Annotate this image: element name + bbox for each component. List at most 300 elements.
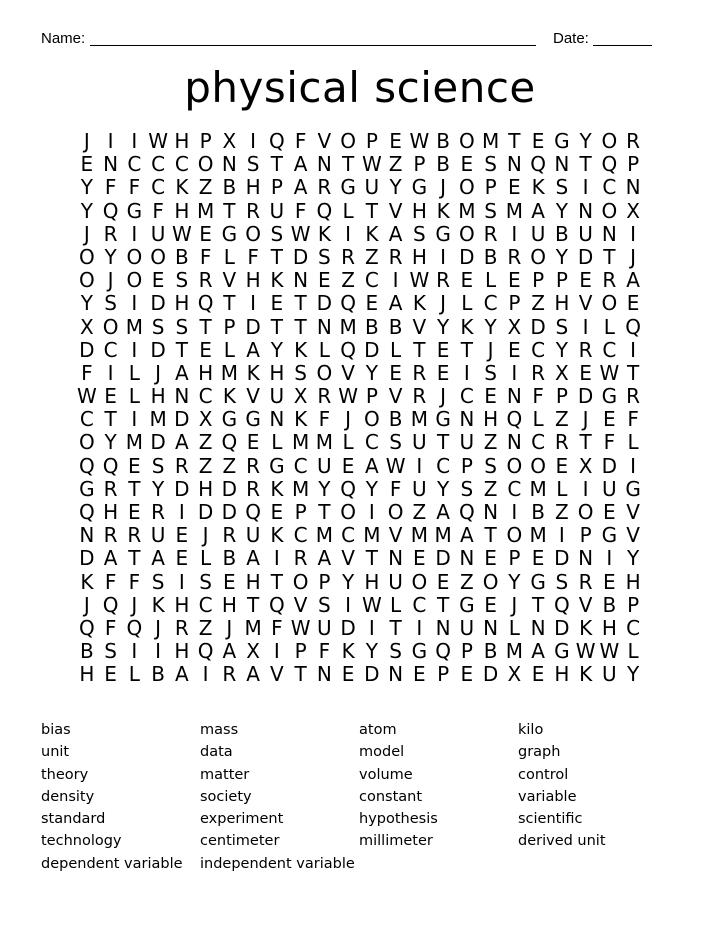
grid-letter: P (484, 175, 497, 200)
grid-letter: R (174, 615, 189, 640)
grid-letter: G (554, 129, 570, 153)
grid-letter: L (200, 546, 212, 571)
word-list-item: millimeter (359, 833, 433, 850)
grid-letter: Q (102, 592, 119, 617)
grid-letter: E (270, 291, 284, 316)
grid-letter: I (131, 337, 138, 362)
grid-letter: H (554, 291, 570, 316)
word-list-item: technology (41, 833, 122, 850)
grid-row (75, 153, 645, 176)
word-list-item: centimeter (200, 833, 280, 850)
grid-letter: L (271, 430, 283, 455)
grid-letter: P (199, 129, 212, 153)
grid-letter: M (410, 523, 428, 548)
grid-letter: V (578, 592, 593, 617)
grid-letter: X (293, 384, 308, 409)
grid-letter: V (578, 291, 593, 316)
grid-letter: F (603, 430, 616, 455)
grid-letter: J (155, 360, 162, 385)
grid-letter: M (220, 360, 238, 385)
grid-letter: X (507, 662, 522, 687)
grid-letter: I (250, 129, 257, 153)
grid-letter: D (577, 244, 594, 269)
grid-letter: F (104, 175, 117, 200)
grid-letter: T (603, 244, 616, 269)
grid-letter: X (555, 360, 569, 385)
grid-letter: N (554, 152, 570, 177)
grid-letter: D (364, 337, 380, 362)
grid-letter: A (175, 662, 189, 687)
grid-letter: K (317, 221, 331, 246)
word-list-item: experiment (200, 811, 284, 828)
grid-letter: H (150, 384, 166, 409)
grid-letter: L (603, 314, 615, 339)
grid-row (75, 408, 645, 431)
grid-row (75, 385, 645, 408)
grid-letter: N (530, 615, 546, 640)
grid-letter: A (293, 175, 308, 200)
grid-letter: I (131, 221, 138, 246)
grid-letter: L (508, 615, 520, 640)
grid-row (75, 640, 645, 663)
grid-letter: Q (340, 476, 356, 501)
grid-letter: Z (412, 500, 427, 524)
grid-letter: I (440, 244, 447, 269)
grid-letter: G (435, 221, 451, 246)
grid-letter: C (364, 430, 379, 455)
grid-letter: P (508, 291, 521, 316)
grid-letter: M (410, 407, 428, 432)
grid-letter: B (151, 662, 165, 687)
grid-letter: X (222, 129, 237, 153)
grid-letter: A (175, 360, 189, 385)
grid-letter: N (103, 152, 119, 177)
grid-row (75, 524, 645, 547)
grid-letter: O (601, 129, 618, 153)
grid-letter: Y (579, 129, 592, 153)
grid-letter: D (459, 244, 475, 269)
grid-letter: Z (198, 615, 213, 640)
grid-letter: Y (104, 244, 117, 269)
grid-letter: R (554, 430, 569, 455)
grid-letter: I (273, 639, 280, 664)
grid-letter: I (345, 221, 352, 246)
grid-letter: Q (530, 152, 546, 177)
grid-letter: D (150, 291, 166, 316)
grid-letter: X (198, 407, 213, 432)
grid-letter: Q (79, 615, 95, 640)
grid-letter: J (226, 615, 233, 640)
grid-letter: E (508, 337, 521, 362)
grid-letter: O (197, 152, 214, 177)
grid-letter: O (459, 129, 475, 153)
grid-letter: E (579, 360, 592, 385)
grid-letter: H (364, 569, 380, 594)
grid-letter: E (389, 360, 402, 385)
grid-letter: R (507, 244, 522, 269)
grid-letter: H (554, 662, 570, 687)
word-list-item: variable (518, 788, 577, 805)
grid-letter: H (174, 592, 190, 617)
grid-letter: W (599, 360, 620, 385)
grid-letter: R (388, 244, 403, 269)
grid-letter: V (317, 129, 332, 153)
grid-letter: Q (506, 407, 523, 432)
grid-letter: T (270, 152, 283, 177)
grid-letter: L (627, 430, 639, 455)
grid-letter: V (341, 546, 355, 571)
grid-letter: S (484, 453, 497, 478)
grid-letter: P (555, 384, 568, 409)
grid-letter: P (318, 569, 331, 594)
grid-letter: C (626, 615, 641, 640)
grid-letter: J (440, 291, 447, 316)
grid-letter: S (294, 360, 307, 385)
grid-letter: G (79, 476, 95, 501)
grid-letter: Q (197, 291, 214, 316)
word-list (41, 719, 681, 879)
grid-letter: K (175, 175, 189, 200)
grid-letter: J (83, 592, 90, 617)
grid-letter: S (104, 639, 117, 664)
grid-letter: G (625, 476, 641, 501)
grid-letter: I (178, 500, 185, 524)
grid-letter: Q (197, 639, 214, 664)
grid-letter: D (174, 476, 190, 501)
grid-letter: W (148, 129, 169, 153)
grid-letter: E (389, 129, 402, 153)
grid-letter: O (601, 291, 618, 316)
grid-letter: D (174, 407, 190, 432)
grid-letter: I (131, 129, 138, 153)
grid-letter: B (436, 129, 450, 153)
grid-letter: J (487, 337, 494, 362)
grid-letter: O (601, 198, 618, 223)
grid-letter: D (150, 430, 166, 455)
grid-letter: E (104, 384, 117, 409)
grid-letter: Z (222, 453, 237, 478)
grid-letter: T (128, 546, 141, 571)
grid-letter: Z (198, 430, 213, 455)
grid-letter: E (341, 453, 355, 478)
grid-letter: R (198, 268, 213, 293)
grid-letter: D (577, 384, 594, 409)
grid-letter: U (412, 476, 427, 501)
grid-letter: I (250, 291, 257, 316)
grid-row (75, 316, 645, 339)
grid-letter: A (317, 546, 332, 571)
word-list-item: matter (200, 766, 250, 783)
grid-letter: N (316, 662, 332, 687)
grid-letter: M (291, 476, 310, 501)
grid-letter: M (315, 430, 333, 455)
grid-letter: Z (388, 152, 403, 177)
grid-letter: O (340, 129, 356, 153)
grid-letter: T (270, 569, 283, 594)
grid-letter: H (198, 476, 214, 501)
grid-letter: O (482, 569, 499, 594)
grid-letter: M (505, 198, 523, 223)
grid-letter: R (483, 221, 498, 246)
grid-letter: H (411, 198, 427, 223)
grid-letter: Q (269, 129, 285, 153)
grid-letter: E (151, 268, 165, 293)
grid-letter: B (436, 152, 450, 177)
grid-letter: P (437, 662, 450, 687)
word-list-item: density (41, 788, 95, 805)
grid-row (75, 269, 645, 292)
grid-letter: M (481, 129, 500, 153)
grid-letter: P (294, 500, 307, 524)
grid-letter: E (460, 152, 474, 177)
grid-letter: S (318, 592, 331, 617)
grid-letter: T (342, 152, 355, 177)
grid-letter: R (246, 198, 261, 223)
grid-letter: Q (79, 453, 95, 478)
grid-letter: V (270, 662, 284, 687)
grid-letter: H (245, 268, 261, 293)
grid-letter: R (103, 523, 118, 548)
grid-letter: X (578, 453, 593, 478)
grid-letter: T (128, 476, 141, 501)
grid-letter: A (436, 500, 450, 524)
word-list-column (200, 719, 360, 875)
grid-letter: E (80, 152, 94, 177)
grid-letter: S (175, 268, 189, 293)
grid-letter: Z (365, 244, 379, 269)
grid-letter: Q (340, 291, 356, 316)
grid-letter: N (174, 384, 190, 409)
grid-letter: M (125, 430, 143, 455)
grid-row (75, 571, 645, 594)
grid-letter: T (199, 314, 212, 339)
grid-letter: Y (627, 546, 640, 571)
grid-letter: Q (245, 500, 261, 524)
grid-letter: K (436, 198, 450, 223)
grid-letter: L (342, 430, 354, 455)
word-list-item: atom (359, 722, 397, 738)
word-list-item: bias (41, 722, 71, 738)
grid-letter: E (460, 268, 474, 293)
grid-letter: B (175, 244, 189, 269)
grid-letter: C (103, 337, 118, 362)
grid-letter: W (361, 152, 382, 177)
grid-letter: P (270, 175, 283, 200)
grid-letter: J (83, 129, 90, 153)
grid-letter: N (293, 268, 309, 293)
grid-letter: Y (437, 476, 450, 501)
grid-letter: H (103, 500, 119, 524)
grid-letter: I (511, 221, 518, 246)
grid-letter: W (409, 268, 430, 293)
grid-letter: B (222, 175, 237, 200)
grid-letter: I (131, 407, 138, 432)
grid-letter: A (365, 453, 379, 478)
grid-letter: O (506, 453, 523, 478)
grid-letter: I (416, 453, 423, 478)
word-list-item: constant (359, 788, 423, 805)
grid-letter: J (83, 221, 90, 246)
grid-letter: D (150, 337, 166, 362)
grid-letter: Z (341, 268, 355, 293)
grid-letter: F (247, 244, 259, 269)
grid-letter: I (582, 476, 589, 501)
grid-letter: F (532, 384, 544, 409)
grid-letter: D (79, 337, 95, 362)
grid-letter: D (482, 662, 499, 687)
grid-letter: Q (126, 615, 143, 640)
grid-letter: C (436, 453, 451, 478)
grid-letter: K (294, 407, 308, 432)
grid-letter: E (460, 662, 474, 687)
grid-letter: T (270, 244, 283, 269)
word-search-grid (75, 130, 645, 687)
word-list-item: theory (41, 766, 89, 783)
grid-letter: D (221, 500, 238, 524)
grid-letter: D (316, 291, 333, 316)
grid-letter: Y (270, 337, 283, 362)
grid-letter: C (364, 268, 379, 293)
grid-letter: R (246, 453, 261, 478)
grid-letter: G (411, 175, 428, 200)
name-label: Name: (41, 30, 86, 47)
grid-letter: T (365, 546, 378, 571)
grid-letter: K (270, 476, 284, 501)
word-list-item: scientific (518, 811, 583, 828)
grid-letter: C (531, 430, 546, 455)
grid-letter: F (104, 569, 117, 594)
word-list-item: society (200, 788, 252, 805)
grid-letter: I (606, 546, 613, 571)
grid-letter: E (626, 291, 640, 316)
grid-letter: K (412, 291, 426, 316)
grid-letter: S (389, 430, 402, 455)
grid-letter: Y (555, 337, 568, 362)
grid-letter: K (579, 662, 593, 687)
grid-letter: L (390, 337, 402, 362)
grid-letter: M (244, 615, 262, 640)
grid-row (75, 223, 645, 246)
grid-letter: I (558, 523, 565, 548)
grid-letter: E (199, 337, 212, 362)
grid-row (75, 547, 645, 570)
grid-letter: W (409, 129, 430, 153)
grid-letter: T (437, 430, 450, 455)
grid-letter: I (630, 337, 637, 362)
grid-letter: X (80, 314, 94, 339)
grid-letter: D (554, 546, 570, 571)
grid-letter: T (318, 500, 331, 524)
grid-row (75, 292, 645, 315)
grid-letter: N (506, 384, 522, 409)
grid-letter: A (626, 268, 640, 293)
grid-letter: B (531, 500, 545, 524)
date-label: Date: (553, 30, 589, 47)
grid-letter: P (460, 453, 473, 478)
grid-letter: B (555, 221, 569, 246)
word-list-item: dependent variable (41, 855, 183, 872)
grid-letter: P (460, 639, 473, 664)
grid-letter: J (630, 244, 637, 269)
grid-letter: J (131, 592, 138, 617)
grid-letter: T (484, 523, 497, 548)
grid-letter: M (529, 523, 547, 548)
grid-letter: H (601, 615, 617, 640)
grid-letter: E (436, 337, 450, 362)
grid-letter: G (340, 175, 356, 200)
grid-row (75, 362, 645, 385)
grid-letter: R (103, 221, 118, 246)
grid-letter: E (413, 546, 426, 571)
grid-letter: O (126, 268, 143, 293)
grid-letter: D (554, 615, 570, 640)
grid-letter: G (601, 384, 618, 409)
grid-letter: W (599, 639, 620, 664)
word-list-item: kilo (518, 722, 544, 738)
grid-letter: A (246, 337, 260, 362)
grid-letter: E (223, 569, 236, 594)
grid-letter: C (602, 175, 617, 200)
grid-letter: I (107, 129, 114, 153)
grid-letter: C (174, 152, 189, 177)
grid-letter: H (174, 129, 190, 153)
grid-row (75, 431, 645, 454)
grid-letter: I (345, 592, 352, 617)
grid-letter: K (222, 384, 236, 409)
grid-letter: D (245, 314, 261, 339)
grid-letter: O (411, 569, 428, 594)
grid-letter: P (579, 523, 592, 548)
grid-letter: C (531, 337, 546, 362)
grid-letter: Y (318, 476, 331, 501)
grid-letter: V (388, 523, 403, 548)
grid-letter: E (484, 546, 497, 571)
grid-letter: K (460, 314, 474, 339)
grid-letter: R (341, 244, 356, 269)
grid-letter: N (483, 500, 499, 524)
grid-letter: E (104, 662, 117, 687)
grid-letter: B (388, 314, 403, 339)
grid-letter: O (316, 360, 333, 385)
grid-letter: N (388, 546, 404, 571)
grid-letter: I (131, 639, 138, 664)
grid-letter: G (126, 198, 143, 223)
grid-letter: L (390, 592, 402, 617)
grid-letter: L (223, 337, 235, 362)
grid-letter: S (151, 314, 165, 339)
grid-letter: J (202, 523, 209, 548)
grid-letter: M (339, 314, 357, 339)
grid-letter: F (318, 407, 331, 432)
grid-letter: I (273, 546, 280, 571)
grid-letter: M (458, 198, 476, 223)
grid-letter: E (341, 662, 355, 687)
grid-letter: M (149, 407, 167, 432)
grid-letter: N (459, 407, 475, 432)
grid-letter: E (531, 546, 545, 571)
grid-letter: U (602, 476, 617, 501)
grid-letter: F (152, 198, 164, 223)
grid-letter: Y (104, 430, 117, 455)
grid-letter: C (151, 152, 166, 177)
grid-letter: S (484, 360, 497, 385)
grid-letter: K (80, 569, 94, 594)
grid-letter: H (198, 360, 214, 385)
grid-letter: U (578, 221, 593, 246)
grid-letter: D (79, 546, 95, 571)
grid-letter: E (508, 175, 521, 200)
grid-letter: F (128, 175, 141, 200)
